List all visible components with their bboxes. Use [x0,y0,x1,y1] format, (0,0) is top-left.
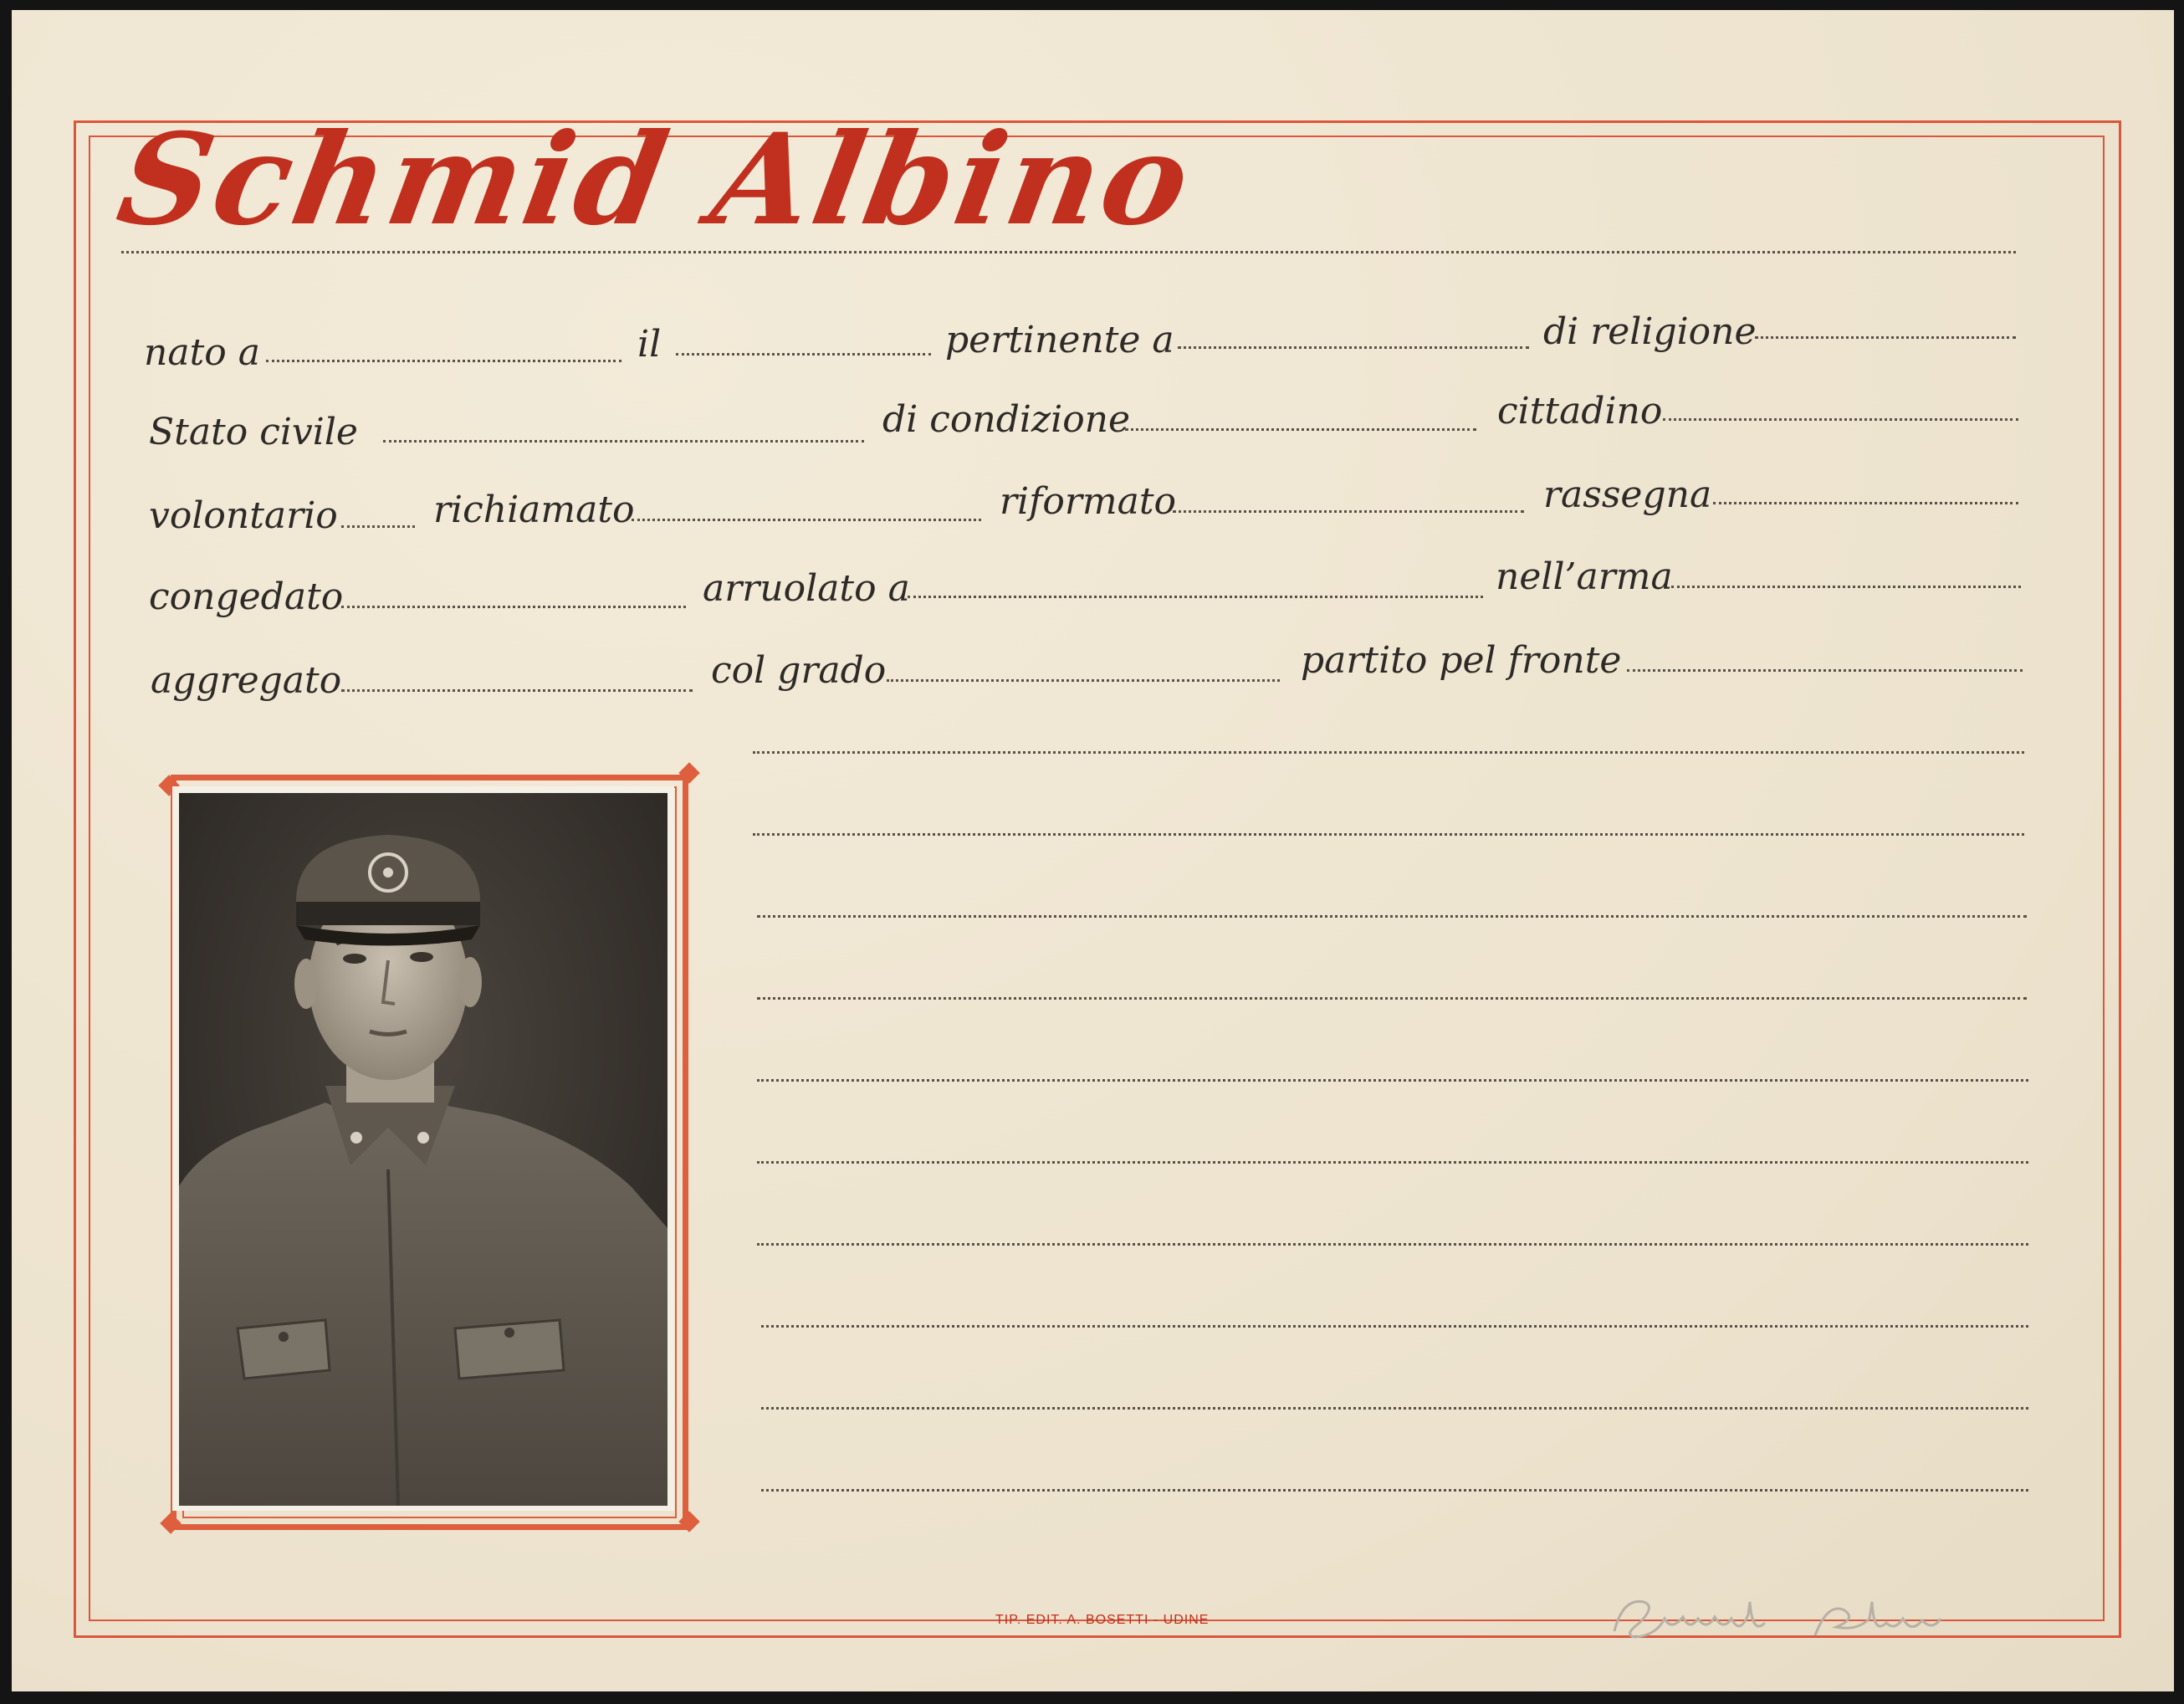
pencil-signature-image [1606,1585,1957,1652]
printer-imprint: TIP. EDIT. A. BOSETTI - UDINE [995,1613,1210,1627]
line-stato-civile [383,440,864,443]
label-il: il [637,323,662,366]
label-partito-pel-fronte: partito pel fronte [1301,639,1622,682]
label-volontario: volontario [149,494,338,537]
label-nato-a: nato a [144,331,260,374]
line-di-condizione [1125,428,1476,431]
name-line [121,251,2016,253]
line-rassegna [1713,502,2018,504]
notes-line [761,1407,2028,1410]
notes-line [761,1489,2028,1492]
label-cittadino: cittadino [1497,390,1663,432]
line-pertinente-a [1178,346,1529,349]
label-pertinente-a: pertinente a [945,319,1174,361]
line-aggregato [341,689,693,692]
notes-line [757,997,2027,1000]
line-col-grado [887,679,1280,682]
label-rassegna: rassegna [1543,473,1712,516]
label-di-religione: di religione [1543,310,1757,353]
notes-line [757,1079,2028,1082]
line-volontario [341,525,415,528]
label-di-condizione: di condizione [882,398,1131,441]
notes-line [757,915,2027,918]
label-col-grado: col grado [711,649,887,692]
line-di-religione [1755,336,2016,339]
label-riformato: riformato [1000,480,1177,523]
label-stato-civile: Stato civile [149,411,358,453]
line-cittadino [1663,418,2018,421]
notes-line [753,833,2024,836]
notes-line [757,1161,2028,1164]
notes-line [761,1325,2028,1328]
soldier-name: Schmid Albino [108,106,1204,253]
line-riformato [1173,510,1524,513]
line-nell-arma [1671,586,2021,588]
line-nato-a [266,360,621,362]
line-arruolato-a [908,596,1483,598]
line-il [676,353,931,356]
line-partito-pel-fronte [1627,669,2023,672]
soldier-portrait-illustration [179,793,667,1506]
label-aggregato: aggregato [151,659,342,702]
label-arruolato-a: arruolato a [703,567,910,610]
notes-line [757,1243,2028,1246]
label-nell-arma: nell’arma [1496,555,1673,598]
line-richiamato [632,519,981,521]
label-congedato: congedato [149,576,344,618]
notes-line [753,751,2024,754]
line-congedato [341,606,686,608]
soldier-portrait-photo [179,793,667,1506]
label-richiamato: richiamato [433,489,635,531]
